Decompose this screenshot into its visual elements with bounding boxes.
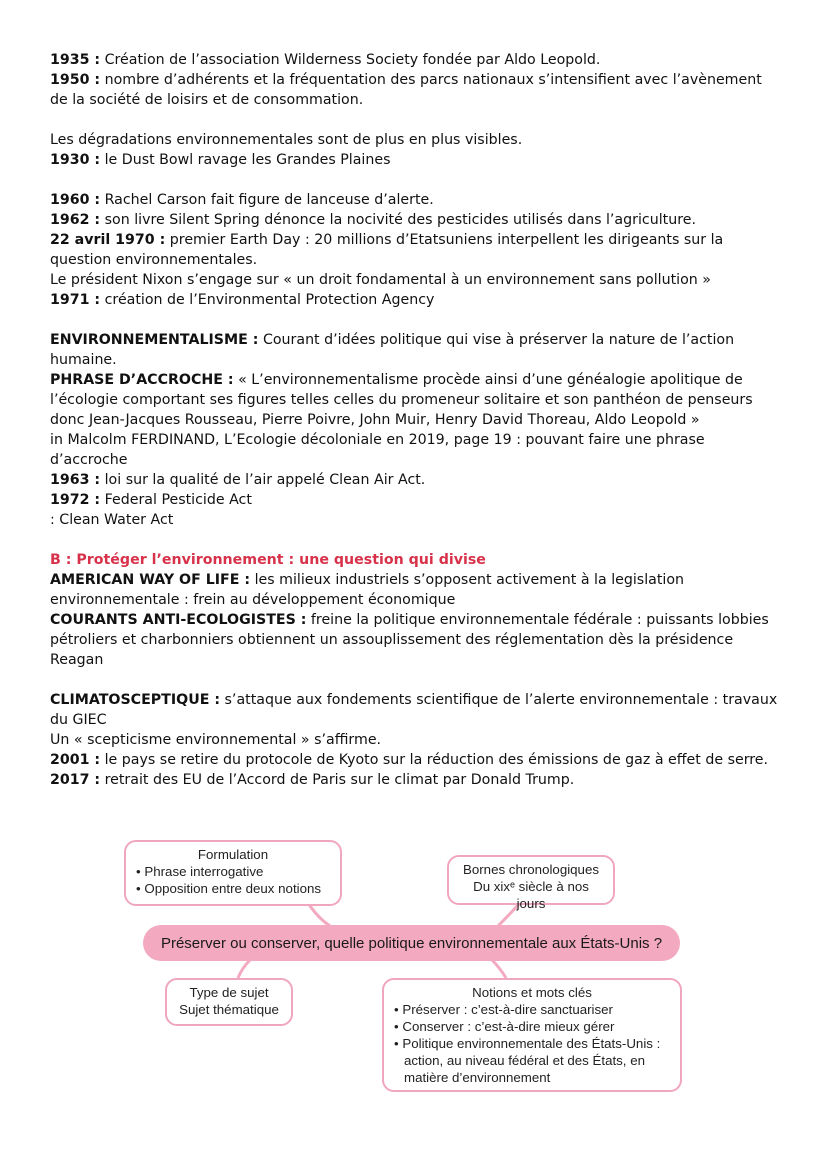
bornes-box (447, 855, 615, 911)
paragraph-text: les milieux industriels s’opposent activement à la legislation environnementale : frein au développement économique (50, 572, 685, 608)
paragraph-text: création de l’Environmental Protection Agency (100, 292, 435, 308)
term-label: 1972 : (50, 492, 101, 508)
formulation-title: Formulation (197, 847, 269, 862)
paragraph-text: Le président Nixon s’engage sur « un droit fondamental à un environnement sans pollution » (50, 272, 711, 288)
paragraph-text: Federal Pesticide Act (100, 492, 252, 508)
term-label: 22 avril 1970 : (50, 232, 166, 248)
paragraph-text: le pays se retire du protocole de Kyoto sur la réduction des émissions de gaz à effet de serre. (100, 752, 769, 768)
formulation-box (124, 840, 342, 906)
paragraph-text: « L’environnementalisme procède ainsi d’une généalogie apolitique de l’écologie comportant ses figures telles celles du promeneur solitaire et son panthéon de penseurs donc Jean-Jacques Rousseau, Pierre Poivre, John Muir, Henry David Thoreau, Aldo Leopold » (50, 372, 753, 428)
term-label: COURANTS ANTI-ECOLOGISTES : (50, 612, 307, 628)
term-label: CLIMATOSCEPTIQUE : (50, 692, 221, 708)
section-heading-text: B : Protéger l’environnement : une question qui divise (50, 552, 486, 568)
notions-title: Notions et mots clés (472, 985, 592, 1000)
paragraph-text: freine la politique environnementale fédérale : puissants lobbies pétroliers et charbonniers obtiennent un assouplissement des réglementation dès la présidence Reagan (50, 612, 769, 668)
paragraph-text: premier Earth Day : 20 millions d’Etatsuniens interpellent les dirigeants sur la question environnementales. (50, 232, 724, 268)
term-label: 1935 : (50, 52, 101, 68)
paragraph-text: retrait des EU de l’Accord de Paris sur le climat par Donald Trump. (100, 772, 575, 788)
type-text: Sujet thématique (179, 1002, 279, 1017)
term-label: 1963 : (50, 472, 101, 488)
paragraph-text: son livre Silent Spring dénonce la nocivité des pesticides utilisés dans l’agriculture. (100, 212, 696, 228)
paragraph-text: Les dégradations environnementales sont de plus en plus visibles. (50, 132, 523, 148)
paragraph-text: Courant d’idées politique qui vise à préserver la nature de l’action humaine. (50, 332, 735, 368)
term-label: 1930 : (50, 152, 101, 168)
bornes-title: Bornes chronologiques (462, 862, 599, 877)
paragraph-text: nombre d’adhérents et la fréquentation des parcs nationaux s’intensifient avec l’avènement de la société de loisirs et de consommation. (50, 72, 762, 108)
formulation-item: • Opposition entre deux notions (136, 881, 322, 896)
notions-item: • Préserver : c’est-à-dire sanctuariser (394, 1002, 613, 1017)
notions-item: • Politique environnementale des États-Unis : action, au niveau fédéral et des États, en matière d’environnement (394, 1036, 661, 1085)
paragraph-text: Création de l’association Wilderness Society fondée par Aldo Leopold. (100, 52, 601, 68)
paragraph-text: in Malcolm FERDINAND, L’Ecologie décoloniale en 2019, page 19 : pouvant faire une phrase d’accroche (50, 432, 705, 468)
paragraph-text: s’attaque aux fondements scientifique de l’alerte environnementale : travaux du GIEC (50, 692, 778, 728)
term-label: 2017 : (50, 772, 101, 788)
term-label: PHRASE D’ACCROCHE : (50, 372, 234, 388)
bornes-text: Du xixᵉ siècle à nos jours (473, 879, 589, 911)
term-label: ENVIRONNEMENTALISME : (50, 332, 259, 348)
term-label: 1950 : (50, 72, 101, 88)
notions-item: • Conserver : c’est-à-dire mieux gérer (394, 1019, 615, 1034)
term-label: 1962 : (50, 212, 101, 228)
paragraph-text: : Clean Water Act (50, 512, 174, 528)
type-box (165, 978, 293, 1026)
subject-question: Préserver ou conserver, quelle politique environnementale aux États-Unis ? (143, 925, 680, 961)
term-label: AMERICAN WAY OF LIFE : (50, 572, 251, 588)
term-label: 1971 : (50, 292, 101, 308)
term-label: 1960 : (50, 192, 101, 208)
notions-box (382, 978, 682, 1092)
paragraph-text: le Dust Bowl ravage les Grandes Plaines (100, 152, 391, 168)
term-label: 2001 : (50, 752, 101, 768)
paragraph-text: Rachel Carson fait figure de lanceuse d’alerte. (100, 192, 434, 208)
formulation-item: • Phrase interrogative (136, 864, 264, 879)
paragraph-text: loi sur la qualité de l’air appelé Clean Air Act. (100, 472, 426, 488)
type-title: Type de sujet (189, 985, 269, 1000)
paragraph-text: Un « scepticisme environnemental » s’affirme. (50, 732, 382, 748)
